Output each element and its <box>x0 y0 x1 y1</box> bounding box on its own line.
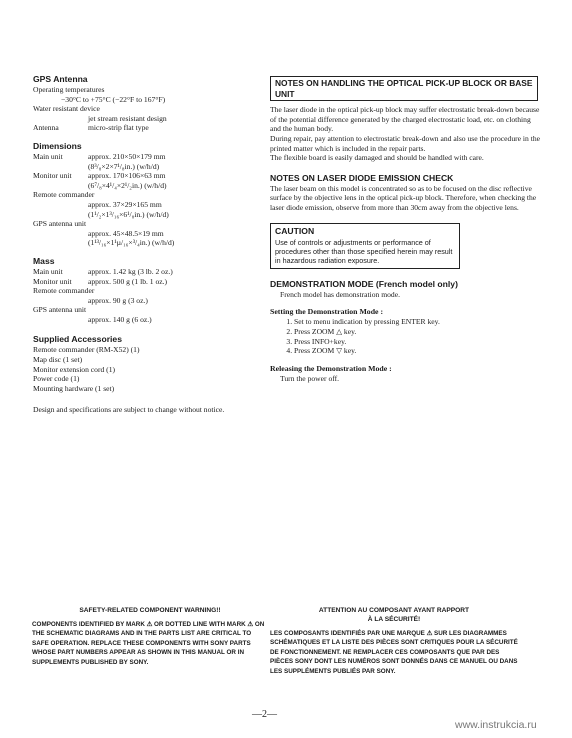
op-temp-label: Operating temperatures <box>33 85 105 94</box>
dim-main-value: approx. 210×50×179 mm <box>88 151 166 161</box>
mass-remote-value: approx. 90 g (3 oz.) <box>88 295 148 305</box>
mass-monitor-label: Monitor unit <box>33 276 72 286</box>
demo-steps <box>270 317 542 355</box>
mass-monitor-value: approx. 500 g (1 lb. 1 oz.) <box>88 276 168 286</box>
dim-monitor-row <box>33 171 255 181</box>
mass-main-value: approx. 1.42 kg (3 lb. 2 oz.) <box>88 266 173 276</box>
antenna-value: micro-strip flat type <box>88 123 149 133</box>
optical-paragraph-3: The flexible board is easily damaged and should be handled with care. <box>270 153 484 163</box>
demo-intro: French model has demonstration mode. <box>280 289 400 299</box>
dim-gps-label: GPS antenna unit <box>33 219 87 229</box>
antenna-row <box>33 123 255 133</box>
op-temp-value: −30°C to +75°C (−22°F to 167°F) <box>61 94 166 104</box>
water-value: jet stream resistant design <box>88 113 167 123</box>
dim-main-inch: (8³/₈×2×7¹/₈in.) (w/h/d) <box>88 161 160 171</box>
list-item: Map disc (1 set) <box>33 355 83 365</box>
optical-pickup-heading: NOTES ON HANDLING THE OPTICAL PICK-UP BLOCK OR BASE UNIT <box>270 76 538 101</box>
dimensions-heading: Dimensions <box>33 140 82 151</box>
dim-gps-inch: (1¹³/₁₆×1¹µ/₁₆×³/₄in.) (w/h/d) <box>88 238 175 248</box>
laser-paragraph: The laser beam on this model is concentrated so as to be focused on the disc reflective surface by the objective lens in the optical pick-up block. Therefore, when checking the laser diode emission, observe from more than 30cm away from the objective lens. <box>270 183 537 212</box>
list-item: Monitor extension cord (1) <box>33 364 116 374</box>
safety-warning-english <box>32 606 268 667</box>
list-item: Mounting hardware (1 set) <box>33 383 115 393</box>
demo-mode-heading: DEMONSTRATION MODE (French model only) <box>270 278 458 289</box>
list-item: 1. Set to menu indication by pressing ENTER key. <box>294 317 542 327</box>
dim-main-label: Main unit <box>33 151 63 161</box>
mass-heading: Mass <box>33 255 55 266</box>
safety-warning-body-fr: LES COMPOSANTS IDENTIFIÉS PAR UNE MARQUE ⚠ SUR LES DIAGRAMMES SCHÉMATIQUES ET LA LISTE DES PIÈCES SONT CRITIQUES POUR LA SÉCURITÉ DE FONCTIONNEMENT. NE REMPLACER CES COMPOSANTS QUE PAR DES PIÈCES SONY DONT LES NUMÉROS SONT DONNÉS DANS CE MANUEL OU DANS LES SUPPLÉMENTS PUBLIÉS PAR SONY. <box>270 630 518 675</box>
mass-gps-value: approx. 140 g (6 oz.) <box>88 314 152 324</box>
mass-gps-label: GPS antenna unit <box>33 305 87 315</box>
dim-monitor-label: Monitor unit <box>33 171 72 181</box>
list-item: 3. Press INFO+key. <box>294 337 542 347</box>
dim-monitor-value: approx. 170×106×63 mm <box>88 171 166 181</box>
demo-setting-heading: Setting the Demonstration Mode : <box>270 307 384 317</box>
caution-body: Use of controls or adjustments or performance of procedures other than those specified herein may result in hazardous radiation exposure. <box>275 237 453 266</box>
gps-antenna-heading: GPS Antenna <box>33 74 88 84</box>
dim-remote-value: approx. 37×29×165 mm <box>88 199 162 209</box>
dim-main-row <box>33 152 255 162</box>
demo-release-text: Turn the power off. <box>280 373 340 383</box>
dim-gps-value: approx. 45×48.5×19 mm <box>88 228 164 238</box>
list-item: 2. Press ZOOM △ key. <box>294 327 542 337</box>
service-notes-column <box>270 76 542 383</box>
safety-warning-body: COMPONENTS IDENTIFIED BY MARK ⚠ OR DOTTED LINE WITH MARK ⚠ ON THE SCHEMATIC DIAGRAMS AND IN THE PARTS LIST ARE CRITICAL TO SAFE OPERATION. REPLACE THESE COMPONENTS WITH SONY PARTS WHOSE PART NUMBERS APPEAR AS SHOWN IN THIS MANUAL OR IN SUPPLEMENTS PUBLISHED BY SONY. <box>32 621 265 666</box>
dim-remote-label: Remote commander <box>33 190 95 200</box>
list-item: Power code (1) <box>33 374 80 384</box>
specifications-column <box>33 74 255 415</box>
accessories-heading: Supplied Accessories <box>33 334 122 345</box>
list-item: 4. Press ZOOM ▽ key. <box>294 346 542 356</box>
water-label: Water resistant device <box>33 104 100 114</box>
laser-check-heading: NOTES ON LASER DIODE EMISSION CHECK <box>270 172 454 183</box>
optical-paragraph-1: The laser diode in the optical pick-up block may suffer electrostatic break-down because of the potential difference generated by the charged electrostatic load, etc. on clothing and the human body. <box>270 105 540 134</box>
safety-warning-title: SAFETY-RELATED COMPONENT WARNING!! <box>79 607 221 614</box>
list-item: Remote commander (RM-X52) (1) <box>33 345 140 355</box>
mass-monitor-row <box>33 277 255 287</box>
mass-remote-label: Remote commander <box>33 286 95 296</box>
dim-monitor-inch: (6⁷/₈×4¹/₄×2¹/₂in.) (w/h/d) <box>88 180 167 190</box>
safety-warning-french <box>270 606 518 676</box>
caution-title: CAUTION <box>275 225 315 236</box>
mass-main-row <box>33 267 255 277</box>
spec-change-note: Design and specifications are subject to change without notice. <box>33 405 225 415</box>
antenna-label: Antenna <box>33 123 59 133</box>
optical-paragraph-2: During repair, pay attention to electrostatic break-down and also use the procedure in the printed matter which is included in the repair parts. <box>270 133 541 153</box>
mass-main-label: Main unit <box>33 266 63 276</box>
safety-warning-title-fr: ATTENTION AU COMPOSANT AYANT RAPPORT <box>318 607 470 614</box>
watermark: www.instrukcia.ru <box>455 719 537 731</box>
caution-box <box>270 223 460 269</box>
dim-remote-inch: (1¹/₂×1³/₁₆×6¹/₈in.) (w/h/d) <box>88 209 169 219</box>
demo-release-heading: Releasing the Demonstration Mode : <box>270 363 392 373</box>
safety-warning-title-fr-2: À LA SÉCURITÉ! <box>367 616 421 623</box>
page-number: —2— <box>252 709 277 720</box>
